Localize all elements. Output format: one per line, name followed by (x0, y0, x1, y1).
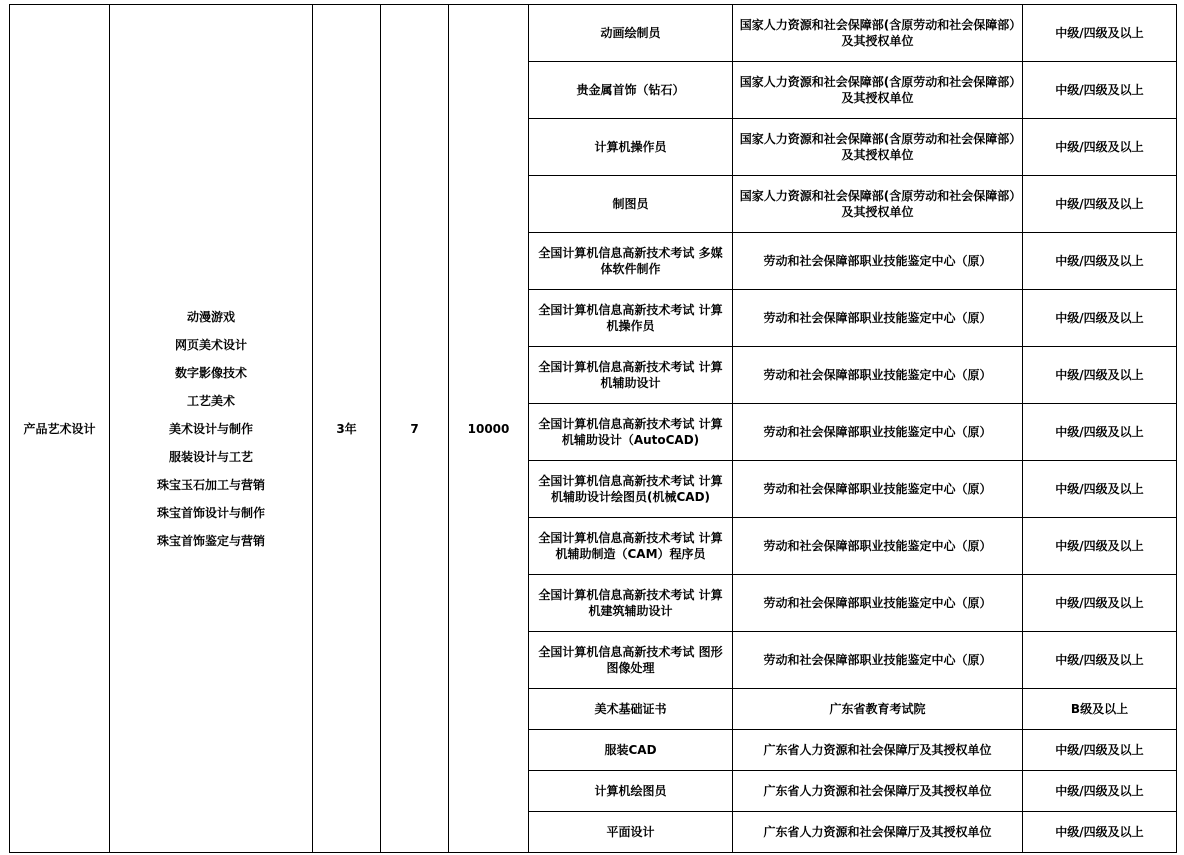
certificate-name-cell: 制图员 (529, 176, 733, 233)
issuer-cell: 国家人力资源和社会保障部(含原劳动和社会保障部）及其授权单位 (733, 119, 1023, 176)
major-item: 珠宝首饰鉴定与营销 (156, 533, 265, 548)
level-cell: 中级/四级及以上 (1023, 347, 1177, 404)
issuer-cell: 劳动和社会保障部职业技能鉴定中心（原） (733, 233, 1023, 290)
certificate-name-cell: 计算机操作员 (529, 119, 733, 176)
issuer-cell: 广东省教育考试院 (733, 689, 1023, 730)
certificate-name-cell: 计算机绘图员 (529, 771, 733, 812)
certificate-name-cell: 全国计算机信息高新技术考试 多媒体软件制作 (529, 233, 733, 290)
level-cell: 中级/四级及以上 (1023, 730, 1177, 771)
major-item: 美术设计与制作 (168, 421, 253, 436)
issuer-cell: 劳动和社会保障部职业技能鉴定中心（原） (733, 632, 1023, 689)
issuer-cell: 广东省人力资源和社会保障厅及其授权单位 (733, 771, 1023, 812)
certificate-name-cell: 美术基础证书 (529, 689, 733, 730)
issuer-cell: 劳动和社会保障部职业技能鉴定中心（原） (733, 347, 1023, 404)
issuer-cell: 国家人力资源和社会保障部(含原劳动和社会保障部）及其授权单位 (733, 5, 1023, 62)
issuer-cell: 劳动和社会保障部职业技能鉴定中心（原） (733, 461, 1023, 518)
major-item: 数字影像技术 (174, 365, 247, 380)
count-cell: 7 (381, 5, 449, 853)
certificate-name-cell: 全国计算机信息高新技术考试 计算机辅助设计（AutoCAD) (529, 404, 733, 461)
level-cell: 中级/四级及以上 (1023, 176, 1177, 233)
level-cell: 中级/四级及以上 (1023, 404, 1177, 461)
level-cell: 中级/四级及以上 (1023, 575, 1177, 632)
major-item: 服装设计与工艺 (168, 449, 253, 464)
certificate-name-cell: 全国计算机信息高新技术考试 计算机辅助设计绘图员(机械CAD) (529, 461, 733, 518)
major-item: 动漫游戏 (186, 309, 235, 324)
enrollment-cell: 10000 (449, 5, 529, 853)
level-cell: 中级/四级及以上 (1023, 632, 1177, 689)
major-item: 珠宝玉石加工与营销 (156, 477, 265, 492)
level-cell: B级及以上 (1023, 689, 1177, 730)
certificate-name-cell: 贵金属首饰（钻石） (529, 62, 733, 119)
issuer-cell: 国家人力资源和社会保障部(含原劳动和社会保障部）及其授权单位 (733, 62, 1023, 119)
certificate-name-cell: 动画绘制员 (529, 5, 733, 62)
level-cell: 中级/四级及以上 (1023, 233, 1177, 290)
major-item: 珠宝首饰设计与制作 (156, 505, 265, 520)
level-cell: 中级/四级及以上 (1023, 461, 1177, 518)
issuer-cell: 劳动和社会保障部职业技能鉴定中心（原） (733, 518, 1023, 575)
level-cell: 中级/四级及以上 (1023, 518, 1177, 575)
certificate-name-cell: 全国计算机信息高新技术考试 计算机操作员 (529, 290, 733, 347)
issuer-cell: 劳动和社会保障部职业技能鉴定中心（原） (733, 404, 1023, 461)
issuer-cell: 劳动和社会保障部职业技能鉴定中心（原） (733, 575, 1023, 632)
level-cell: 中级/四级及以上 (1023, 812, 1177, 853)
level-cell: 中级/四级及以上 (1023, 5, 1177, 62)
level-cell: 中级/四级及以上 (1023, 771, 1177, 812)
issuer-cell: 广东省人力资源和社会保障厅及其授权单位 (733, 812, 1023, 853)
table-row (10, 5, 1177, 62)
issuer-cell: 国家人力资源和社会保障部(含原劳动和社会保障部）及其授权单位 (733, 176, 1023, 233)
certificate-name-cell: 平面设计 (529, 812, 733, 853)
major-item: 网页美术设计 (174, 337, 247, 352)
certificate-table (9, 4, 1177, 853)
category-cell: 产品艺术设计 (10, 5, 110, 853)
level-cell: 中级/四级及以上 (1023, 62, 1177, 119)
duration-cell: 3年 (313, 5, 381, 853)
issuer-cell: 劳动和社会保障部职业技能鉴定中心（原） (733, 290, 1023, 347)
table-body (10, 5, 1177, 853)
majors-cell (110, 5, 313, 853)
certificate-name-cell: 全国计算机信息高新技术考试 计算机辅助制造（CAM）程序员 (529, 518, 733, 575)
certificate-name-cell: 全国计算机信息高新技术考试 图形图像处理 (529, 632, 733, 689)
level-cell: 中级/四级及以上 (1023, 290, 1177, 347)
certificate-name-cell: 全国计算机信息高新技术考试 计算机辅助设计 (529, 347, 733, 404)
issuer-cell: 广东省人力资源和社会保障厅及其授权单位 (733, 730, 1023, 771)
level-cell: 中级/四级及以上 (1023, 119, 1177, 176)
major-item: 工艺美术 (186, 393, 235, 408)
certificate-name-cell: 全国计算机信息高新技术考试 计算机建筑辅助设计 (529, 575, 733, 632)
certificate-name-cell: 服装CAD (529, 730, 733, 771)
